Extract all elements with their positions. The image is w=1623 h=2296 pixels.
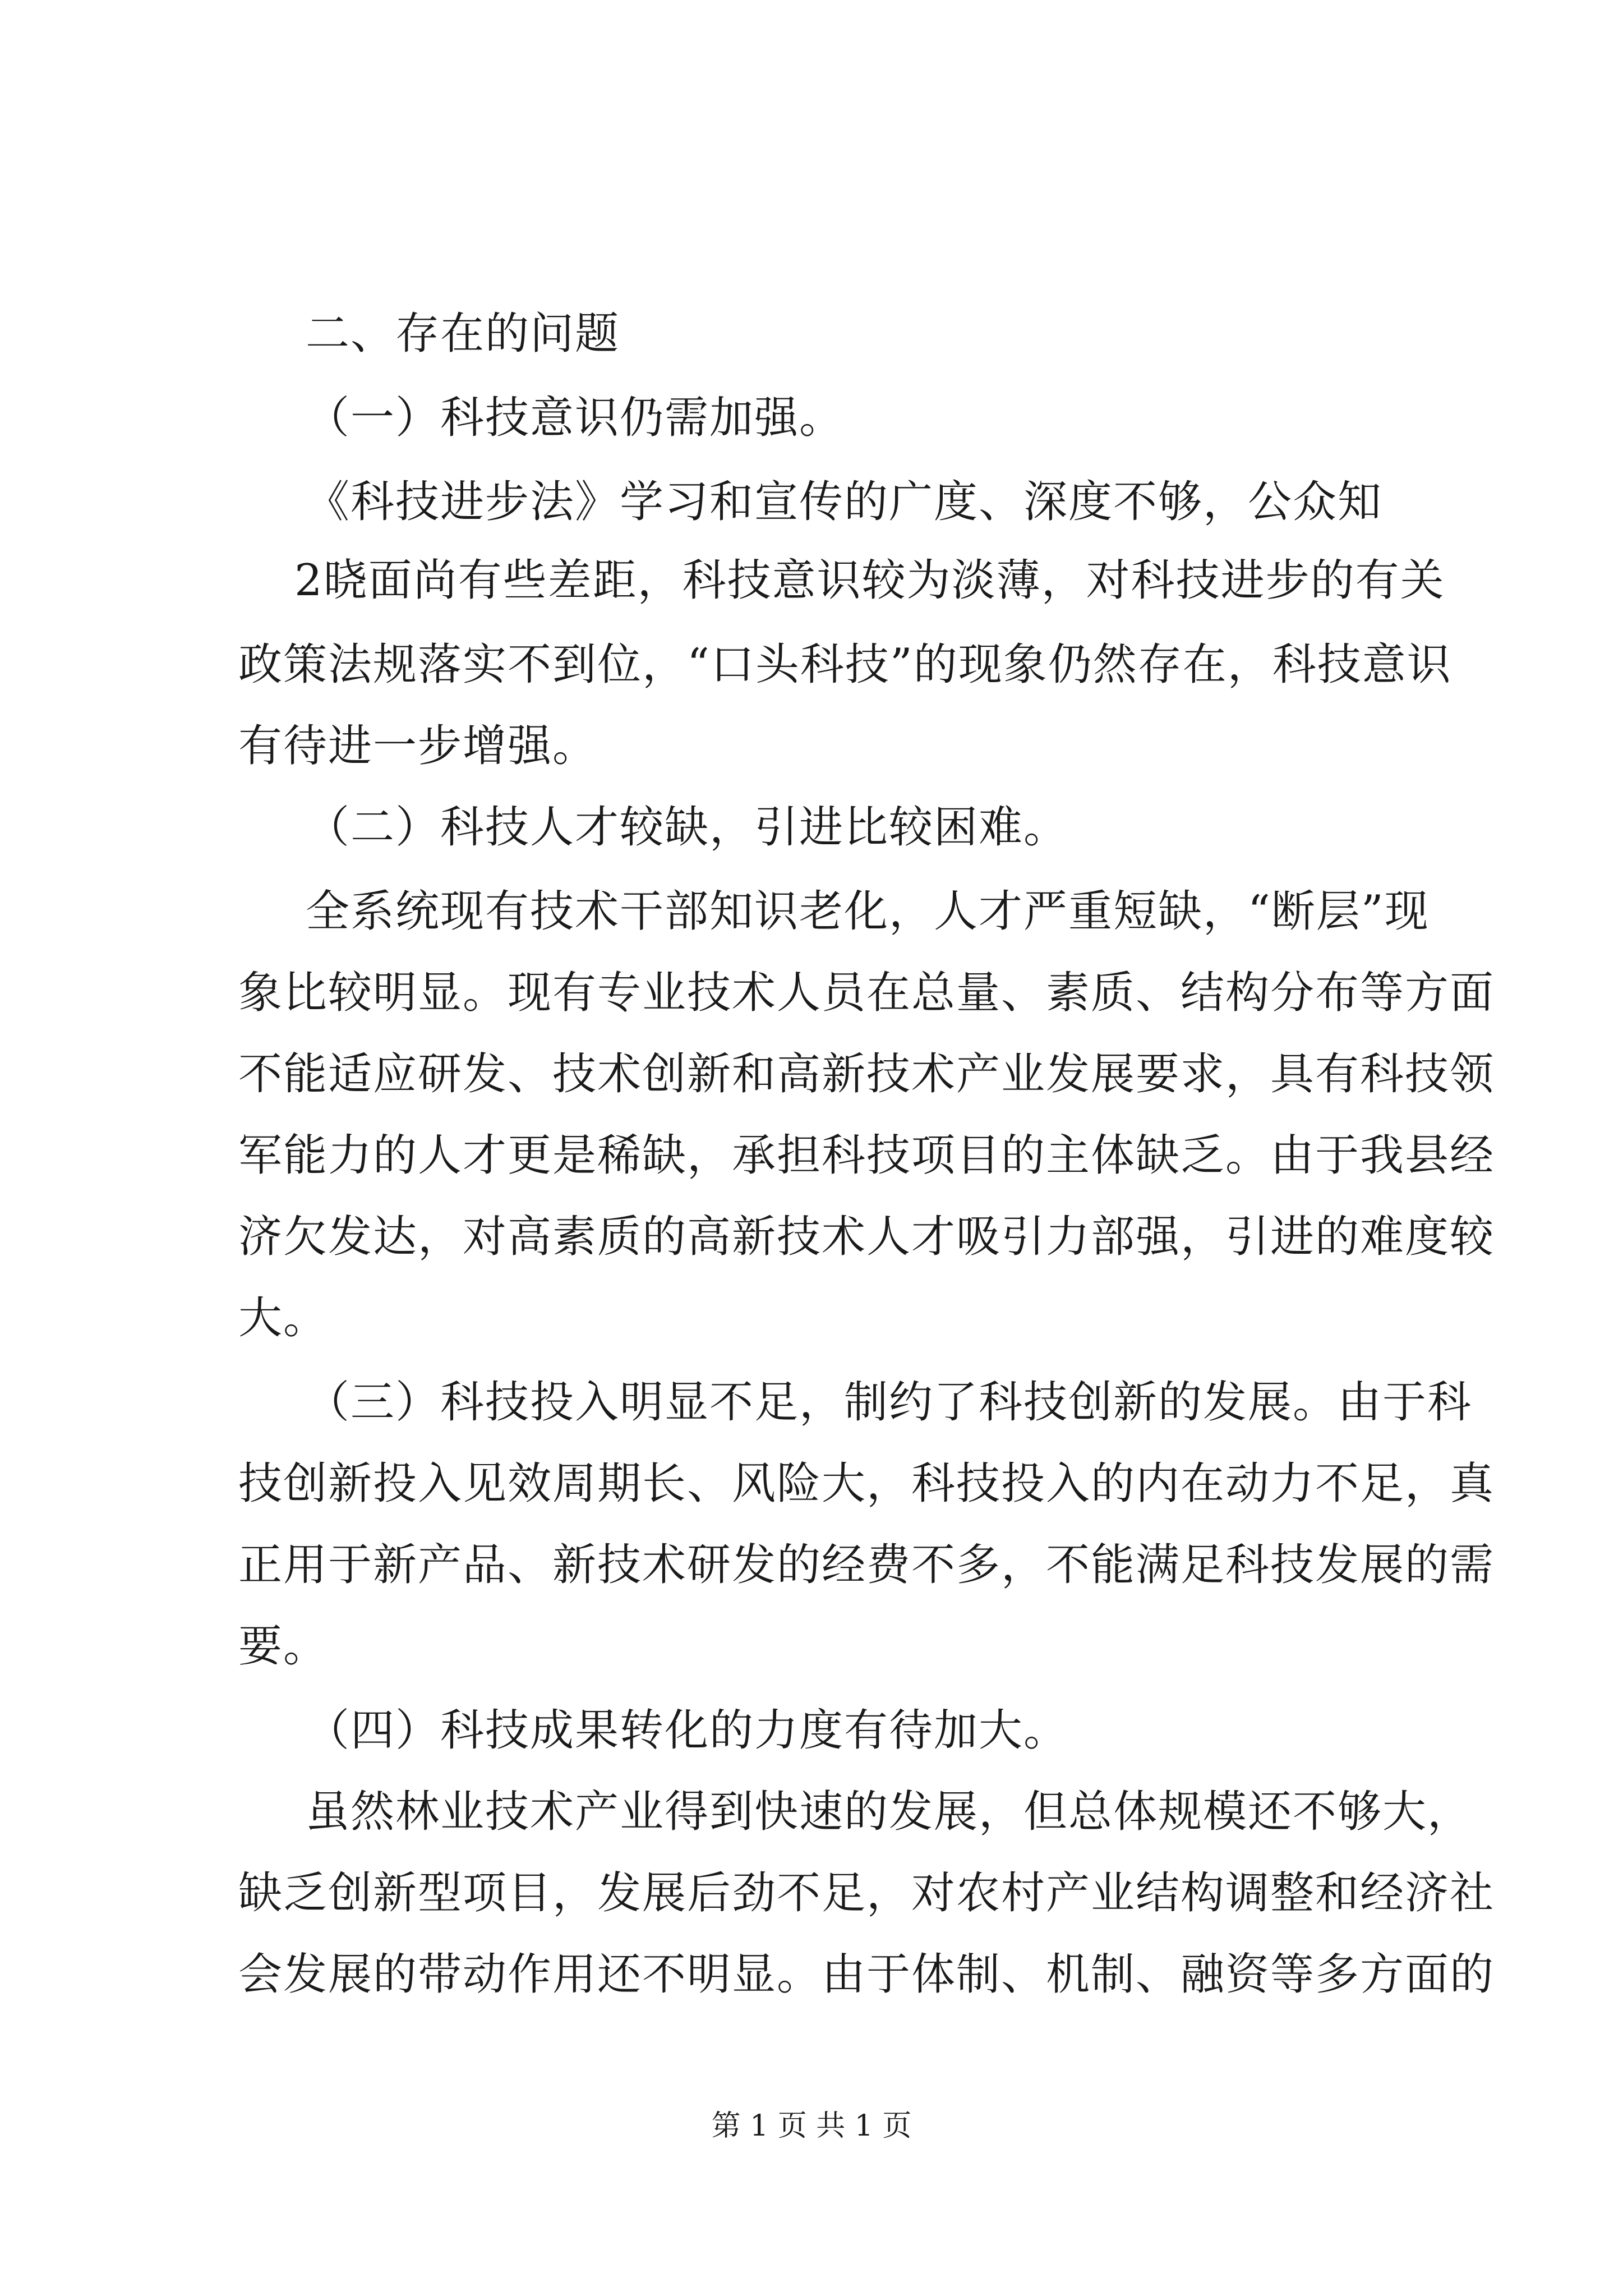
paragraph-line: 要。 xyxy=(238,1621,329,1672)
subsection-heading-4: （四）科技成果转化的力度有待加大。 xyxy=(306,1705,1069,1756)
subsection-heading-2: （二）科技人才较缺，引进比较困难。 xyxy=(306,802,1069,853)
paragraph-line: 技创新投入见效周期长、风险大，科技投入的内在动力不足，真 xyxy=(238,1458,1495,1509)
paragraph-line: 大。 xyxy=(238,1293,329,1343)
paragraph-line: 正用于新产品、新技术研发的经费不多，不能满足科技发展的需 xyxy=(238,1540,1495,1590)
paragraph-line: 全系统现有技术干部知识老化，人才严重短缺，“断层”现 xyxy=(306,886,1430,937)
paragraph-line: 不能适应研发、技术创新和高新技术产业发展要求，具有科技领 xyxy=(238,1049,1495,1099)
paragraph-line: 虽然林业技术产业得到快速的发展，但总体规模还不够大， xyxy=(306,1787,1473,1837)
section-heading: 二、存在的问题 xyxy=(306,309,620,359)
paragraph-line: 军能力的人才更是稀缺，承担科技项目的主体缺乏。由于我县经 xyxy=(238,1130,1495,1181)
paragraph-line: 象比较明显。现有专业技术人员在总量、素质、结构分布等方面 xyxy=(238,968,1495,1018)
paragraph-line: 2晓面尚有些差距，科技意识较为淡薄，对科技进步的有关 xyxy=(294,555,1445,606)
paragraph-line: 济欠发达，对高素质的高新技术人才吸引力部强，引进的难度较 xyxy=(238,1212,1495,1262)
paragraph-line: 《科技进步法》学习和宣传的广度、深度不够，公众知 xyxy=(306,477,1383,527)
paragraph-line: 缺乏创新型项目，发展后劲不足，对农村产业结构调整和经济社 xyxy=(238,1868,1495,1918)
page-footer: 第 1 页 共 1 页 xyxy=(711,2109,912,2143)
paragraph-line: 有待进一步增强。 xyxy=(238,721,598,771)
paragraph-line: 会发展的带动作用还不明显。由于体制、机制、融资等多方面的 xyxy=(238,1949,1495,2000)
paragraph-line: 政策法规落实不到位，“口头科技”的现象仍然存在，科技意识 xyxy=(238,639,1452,690)
subsection-heading-1: （一）科技意识仍需加强。 xyxy=(306,393,845,443)
subsection-heading-3: （三）科技投入明显不足，制约了科技创新的发展。由于科 xyxy=(306,1377,1473,1428)
